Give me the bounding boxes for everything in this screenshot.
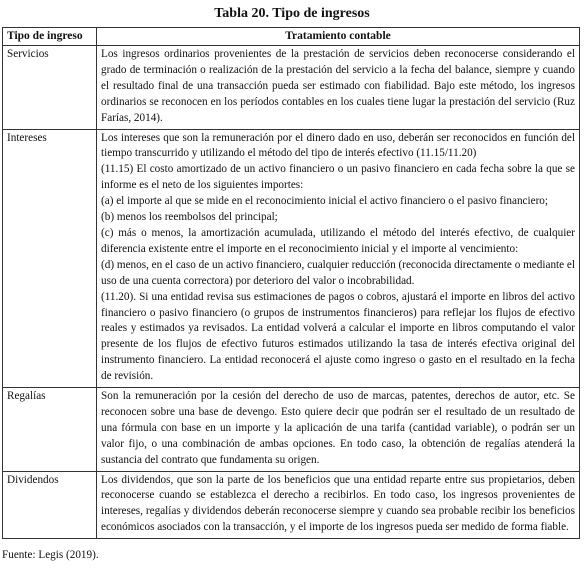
treatment-cell [97,46,580,130]
treatment-paragraph: (d) menos, en el caso de un activo financiero, cualquier reducción (reconocida directamente o mediante el uso de una cuenta correctora) por deterioro del valor o incobrabilidad. [101,258,575,287]
treatment-paragraph: (a) el importe al que se mide en el reconocimiento inicial el activo financiero o el pasivo financiero; [101,195,549,208]
source-note: Fuente: Legis (2019). [2,549,99,561]
treatment-paragraph: (11.20). Si una entidad revisa sus estimaciones de pagos o cobros, ajustará el importe en libros del activo financiero o pasivo financiero (o grupos de instrumentos financieros) para reflejar los flujos de efectivo reales y estimados ya revisados. La entidad volverá a calcular el importe en libros computando el valor presente de los flujos de efectivo futuros estimados utilizando la tasa de interés efectiva original del instrumento financiero. La entidad reconocerá el ajuste como ingreso o gasto en el resultado en la fecha de revisión. [101,290,575,383]
treatment-paragraph: Los ingresos ordinarios provenientes de la prestación de servicios deben reconocerse considerando el grado de terminación o realización de la prestación del servicio a la fecha del balance, siempre y cuando el resultado final de una transacción pueda ser estimado con fiabilidad. Bajo este método, los ingresos ordinarios se reconocen en los períodos contables en los cuales tiene lugar la prestación del servicio (Ruz Farías, 2014). [101,48,575,124]
income-type-cell: Servicios [3,46,97,130]
treatment-cell [97,388,580,472]
income-types-table [2,27,580,539]
treatment-paragraph: (b) menos los reembolsos del principal; [101,211,278,224]
income-type-cell: Intereses [3,129,97,388]
treatment-cell [97,471,580,539]
table-row-intereses [3,129,580,388]
table-row-servicios [3,46,580,130]
table-header-row [3,28,580,46]
table-row-regalias [3,388,580,472]
treatment-paragraph: (c) más o menos, la amortización acumulada, utilizando el método del interés efectivo, de cualquier diferencia existente entre el importe en el reconocimiento inicial y el importe al vencimiento: [101,226,575,255]
treatment-paragraph: (11.15) El costo amortizado de un activo financiero o un pasivo financiero en cada fecha sobre la que se informe es el neto de los siguientes importes: [101,163,575,192]
treatment-cell [97,129,580,388]
income-type-cell: Regalías [3,388,97,472]
table-title: Tabla 20. Tipo de ingresos [214,6,370,21]
treatment-paragraph: Son la remuneración por la cesión del derecho de uso de marcas, patentes, derechos de autor, etc. Se reconocen sobre una base de devengo. Esto quiere decir que podrán ser el resultado de un resultado de una fórmula con base en un importe y la aplicación de una tarifa (cantidad variable), o podrán ser un valor fijo, o una combinación de ambas opciones. En todo caso, la obtención de regalías atenderá la sustancia del contrato que fundamenta su origen. [101,390,575,466]
table-row-dividendos [3,471,580,539]
header-accounting-treatment: Tratamiento contable [97,28,580,46]
treatment-paragraph: Los dividendos, que son la parte de los beneficios que una entidad reparte entre sus propietarios, deben reconocerse cuando se establezca el derecho a recibirlos. En todo caso, los ingresos provenientes de intereses, regalías y dividendos deberán reconocerse siempre y cuando sea probable recibir los beneficios económicos asociados con la transacción, y el importe de los ingresos pueda ser medido de forma fiable. [101,473,575,534]
treatment-paragraph: Los intereses que son la remuneración por el dinero dado en uso, deberán ser reconocidos en función del tiempo transcurrido y utilizando el método del tipo de interés efectivo (11.15/11.20) [101,131,575,160]
income-type-cell: Dividendos [3,471,97,539]
header-income-type: Tipo de ingreso [3,28,97,46]
